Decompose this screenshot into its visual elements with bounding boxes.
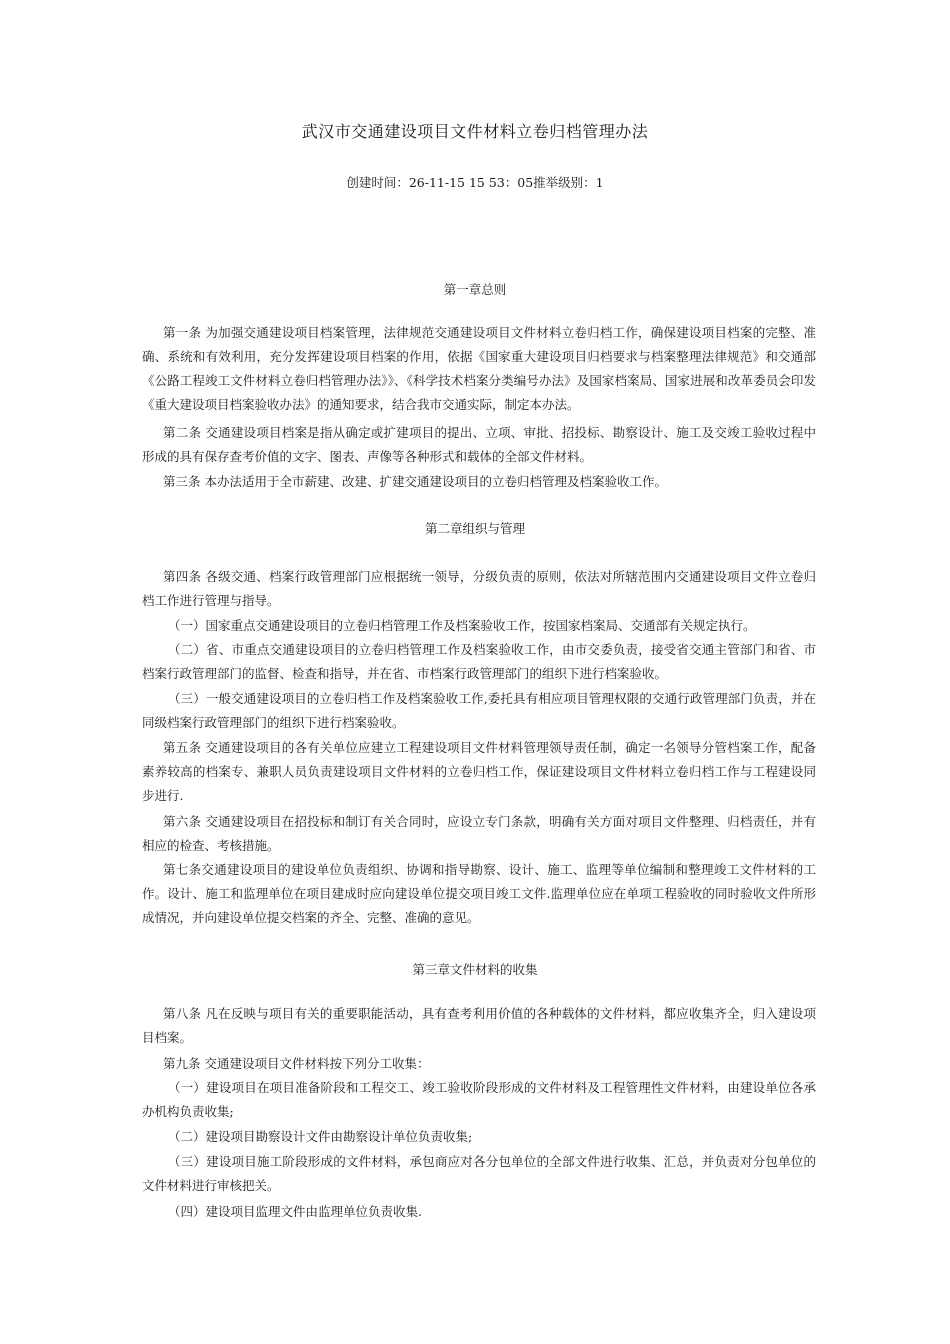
article-9: 第九条 交通建设项目文件材料按下列分工收集： — [163, 1056, 430, 1071]
chapter-1-heading: 第一章总则 — [443, 282, 507, 297]
article-3: 第三条 本办法适用于全市薪建、改建、扩建交通建设项目的立卷归档管理及档案验收工作。 — [163, 474, 667, 489]
article-4-item-1: （一）国家重点交通建设项目的立卷归档管理工作及档案验收工作，按国家档案局、交通部有关规定执行。 — [168, 618, 756, 633]
article-6: 第六条 交通建设项目在招投标和制订有关合同时，应设立专门条款，明确有关方面对项目文件整理、归档责任，并有相应的检查、考核措施。 — [142, 814, 816, 853]
article-7: 第七条交通建设项目的建设单位负责组织、协调和指导勘察、设计、施工、监理等单位编制和整理竣工文件材料的工作。设计、施工和监理单位在项目建成时应向建设单位提交项目竣工文件.监理单位应在单项工程验收的同时验收文件所形成情况，并向建设单位提交档案的齐全、完整、准确的意见。 — [142, 862, 816, 925]
article-9-item-2: （二）建设项目勘察设计文件由勘察设计单位负责收集; — [168, 1129, 473, 1144]
article-9-item-1: （一）建设项目在项目准备阶段和工程交工、竣工验收阶段形成的文件材料及工程管理性文件材料，由建设单位各承办机构负责收集; — [142, 1080, 816, 1119]
article-2: 第二条 交通建设项目档案是指从确定或扩建项目的提出、立项、审批、招投标、勘察设计、施工及交竣工验收过程中形成的具有保存查考价值的文字、图表、声像等各种形式和载体的全部文件材料。 — [142, 425, 816, 464]
document-meta: 创建时间：26-11-15 15 53：05推举级别：1 — [346, 175, 604, 190]
article-9-item-4: （四）建设项目监理文件由监理单位负责收集. — [168, 1204, 422, 1219]
article-4-item-3: （三）一般交通建设项目的立卷归档工作及档案验收工作,委托具有相应项目管理权限的交通行政管理部门负责，并在同级档案行政管理部门的组织下进行档案验收。 — [142, 691, 816, 730]
article-1: 第一条 为加强交通建设项目档案管理，法律规范交通建设项目文件材料立卷归档工作，确保建设项目档案的完整、准确、系统和有效利用，充分发挥建设项目档案的作用，依据《国家重大建设项目归档要求与档案整理法律规范》和交通部《公路工程竣工文件材料立卷归档管理办法》》、《科学技术档案分类编号办法》及国家档案局、国家进展和改革委员会印发《重大建设项目档案验收办法》的通知要求，结合我市交通实际，制定本办法。 — [142, 325, 816, 412]
document-title: 武汉市交通建设项目文件材料立卷归档管理办法 — [301, 122, 649, 141]
article-5: 第五条 交通建设项目的各有关单位应建立工程建设项目文件材料管理领导责任制，确定一名领导分管档案工作，配备素养较高的档案专、兼职人员负责建设项目文件材料的立卷归档工作，保证建设项目文件材料立卷归档工作与工程建设同步进行. — [142, 740, 816, 803]
article-8: 第八条 凡在反映与项目有关的重要职能活动，具有查考利用价值的各种载体的文件材料，都应收集齐全，归入建设项目档案。 — [142, 1006, 816, 1045]
chapter-3-heading: 第三章文件材料的收集 — [412, 962, 538, 977]
chapter-2-heading: 第二章组织与管理 — [424, 521, 525, 536]
article-4: 第四条 各级交通、档案行政管理部门应根据统一领导，分级负责的原则，依法对所辖范围内交通建设项目文件立卷归档工作进行管理与指导。 — [142, 569, 816, 608]
article-9-item-3: （三）建设项目施工阶段形成的文件材料，承包商应对各分包单位的全部文件进行收集、汇总，并负责对分包单位的文件材料进行审核把关。 — [142, 1154, 816, 1193]
article-4-item-2: （二）省、市重点交通建设项目的立卷归档管理工作及档案验收工作，由市交委负责，接受省交通主管部门和省、市档案行政管理部门的监督、检查和指导，并在省、市档案行政管理部门的组织下进行档案验收。 — [142, 642, 816, 681]
